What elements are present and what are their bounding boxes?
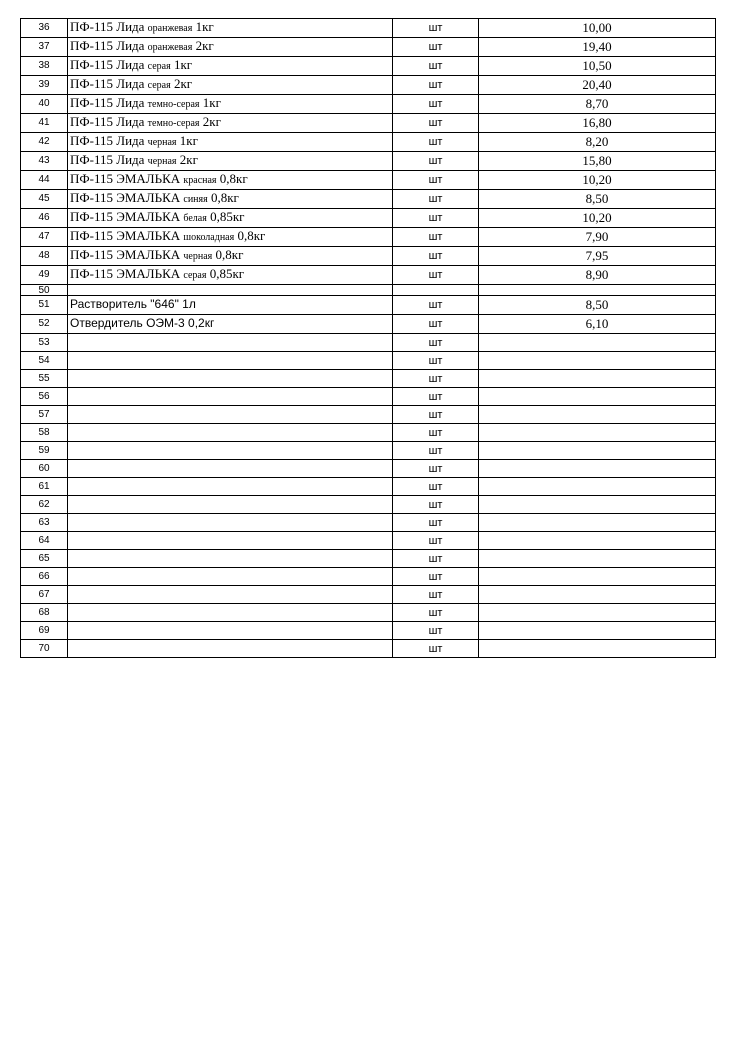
- row-number: 54: [21, 352, 68, 370]
- product-name-cell: [68, 57, 393, 76]
- table-row: [21, 550, 716, 568]
- unit-cell: шт: [393, 38, 479, 57]
- price-cell: 7,90: [479, 228, 716, 247]
- row-number: 41: [21, 114, 68, 133]
- table-row: [21, 334, 716, 352]
- unit-cell: шт: [393, 568, 479, 586]
- table-row: [21, 460, 716, 478]
- product-name: ПФ-115 Лида: [70, 76, 148, 91]
- product-color: красная: [183, 175, 217, 186]
- table-row: [21, 388, 716, 406]
- price-cell: 10,20: [479, 171, 716, 190]
- table-row: [21, 95, 716, 114]
- table-row: [21, 442, 716, 460]
- table-row: [21, 114, 716, 133]
- row-number: 43: [21, 152, 68, 171]
- product-name-cell: [68, 550, 393, 568]
- price-cell: 8,50: [479, 190, 716, 209]
- table-row: [21, 370, 716, 388]
- product-name: ПФ-115 ЭМАЛЬКА: [70, 209, 184, 224]
- price-table: [20, 18, 716, 658]
- product-name-cell: [68, 133, 393, 152]
- row-number: 47: [21, 228, 68, 247]
- product-name-cell: [68, 532, 393, 550]
- unit-cell: шт: [393, 152, 479, 171]
- product-name-cell: [68, 442, 393, 460]
- product-color: оранжевая: [147, 23, 193, 34]
- unit-cell: шт: [393, 95, 479, 114]
- product-name: ПФ-115 Лида: [70, 152, 148, 167]
- table-row: [21, 424, 716, 442]
- unit-cell: шт: [393, 296, 479, 315]
- unit-cell: шт: [393, 190, 479, 209]
- table-row: [21, 247, 716, 266]
- row-number: 42: [21, 133, 68, 152]
- product-weight: 0,8кг: [234, 228, 266, 243]
- row-number: 36: [21, 19, 68, 38]
- unit-cell: шт: [393, 640, 479, 658]
- product-name-cell: [68, 478, 393, 496]
- product-name-cell: [68, 334, 393, 352]
- table-row: [21, 568, 716, 586]
- product-name-cell: [68, 285, 393, 296]
- price-cell: 19,40: [479, 38, 716, 57]
- product-name-cell: [68, 209, 393, 228]
- product-name: ПФ-115 Лида: [70, 38, 148, 53]
- product-color: синяя: [183, 194, 208, 205]
- product-weight: 0,8кг: [212, 247, 244, 262]
- price-cell: [479, 334, 716, 352]
- unit-cell: шт: [393, 478, 479, 496]
- price-cell: [479, 424, 716, 442]
- unit-cell: шт: [393, 114, 479, 133]
- row-number: 49: [21, 266, 68, 285]
- row-number: 65: [21, 550, 68, 568]
- row-number: 63: [21, 514, 68, 532]
- table-row: [21, 315, 716, 334]
- row-number: 55: [21, 370, 68, 388]
- product-color: серая: [147, 61, 171, 72]
- price-cell: 8,70: [479, 95, 716, 114]
- product-name: ПФ-115 Лида: [70, 19, 148, 34]
- table-row: [21, 532, 716, 550]
- table-row: [21, 209, 716, 228]
- product-name-cell: [68, 352, 393, 370]
- unit-cell: шт: [393, 209, 479, 228]
- table-row: [21, 406, 716, 424]
- product-name: ПФ-115 Лида: [70, 133, 148, 148]
- product-name-cell: [68, 19, 393, 38]
- table-row: [21, 604, 716, 622]
- table-row: [21, 285, 716, 296]
- price-cell: [479, 514, 716, 532]
- row-number: 38: [21, 57, 68, 76]
- unit-cell: шт: [393, 460, 479, 478]
- product-color: черная: [183, 251, 213, 262]
- unit-cell: шт: [393, 442, 479, 460]
- row-number: 58: [21, 424, 68, 442]
- product-weight: 1кг: [199, 95, 221, 110]
- price-cell: [479, 586, 716, 604]
- row-number: 52: [21, 315, 68, 334]
- price-cell: [479, 388, 716, 406]
- price-cell: [479, 550, 716, 568]
- product-color: черная: [147, 137, 177, 148]
- price-table-body: [21, 19, 716, 658]
- table-row: [21, 296, 716, 315]
- row-number: 39: [21, 76, 68, 95]
- unit-cell: шт: [393, 352, 479, 370]
- table-row: [21, 38, 716, 57]
- unit-cell: шт: [393, 76, 479, 95]
- row-number: 46: [21, 209, 68, 228]
- table-row: [21, 622, 716, 640]
- row-number: 53: [21, 334, 68, 352]
- row-number: 51: [21, 296, 68, 315]
- row-number: 69: [21, 622, 68, 640]
- price-cell: [479, 285, 716, 296]
- product-name-cell: [68, 388, 393, 406]
- unit-cell: шт: [393, 247, 479, 266]
- product-name-cell: [68, 152, 393, 171]
- table-row: [21, 640, 716, 658]
- product-name-cell: [68, 38, 393, 57]
- price-cell: 15,80: [479, 152, 716, 171]
- row-number: 67: [21, 586, 68, 604]
- table-row: [21, 586, 716, 604]
- product-name: ПФ-115 ЭМАЛЬКА: [70, 228, 184, 243]
- table-row: [21, 171, 716, 190]
- row-number: 64: [21, 532, 68, 550]
- price-cell: [479, 604, 716, 622]
- row-number: 68: [21, 604, 68, 622]
- product-name-cell: [68, 114, 393, 133]
- product-name-cell: [68, 315, 393, 334]
- price-cell: [479, 622, 716, 640]
- product-color: серая: [183, 270, 207, 281]
- product-name: ПФ-115 ЭМАЛЬКА: [70, 266, 184, 281]
- price-cell: 8,90: [479, 266, 716, 285]
- product-name-cell: [68, 228, 393, 247]
- table-row: [21, 76, 716, 95]
- price-cell: 10,20: [479, 209, 716, 228]
- product-color: темно-серая: [147, 99, 200, 110]
- unit-cell: [393, 285, 479, 296]
- unit-cell: шт: [393, 334, 479, 352]
- price-cell: [479, 442, 716, 460]
- product-name: ПФ-115 Лида: [70, 95, 148, 110]
- row-number: 61: [21, 478, 68, 496]
- table-row: [21, 19, 716, 38]
- product-weight: 0,85кг: [206, 209, 245, 224]
- price-cell: [479, 460, 716, 478]
- row-number: 45: [21, 190, 68, 209]
- table-row: [21, 496, 716, 514]
- unit-cell: шт: [393, 266, 479, 285]
- product-name-cell: [68, 406, 393, 424]
- price-cell: [479, 406, 716, 424]
- product-name-cell: [68, 95, 393, 114]
- product-name: ПФ-115 ЭМАЛЬКА: [70, 171, 184, 186]
- unit-cell: шт: [393, 424, 479, 442]
- product-name: Отвердитель ОЭМ-3 0,2кг: [70, 316, 215, 330]
- row-number: 62: [21, 496, 68, 514]
- row-number: 44: [21, 171, 68, 190]
- product-name-cell: [68, 266, 393, 285]
- product-weight: 2кг: [199, 114, 221, 129]
- product-color: белая: [183, 213, 207, 224]
- product-name-cell: [68, 604, 393, 622]
- unit-cell: шт: [393, 514, 479, 532]
- unit-cell: шт: [393, 388, 479, 406]
- unit-cell: шт: [393, 550, 479, 568]
- table-row: [21, 190, 716, 209]
- product-name-cell: [68, 622, 393, 640]
- unit-cell: шт: [393, 496, 479, 514]
- product-weight: 1кг: [176, 133, 198, 148]
- row-number: 57: [21, 406, 68, 424]
- unit-cell: шт: [393, 622, 479, 640]
- product-name-cell: [68, 460, 393, 478]
- product-weight: 1кг: [192, 19, 214, 34]
- product-name-cell: [68, 190, 393, 209]
- product-name-cell: [68, 640, 393, 658]
- product-weight: 2кг: [192, 38, 214, 53]
- price-cell: [479, 640, 716, 658]
- unit-cell: шт: [393, 406, 479, 424]
- unit-cell: шт: [393, 19, 479, 38]
- price-cell: [479, 370, 716, 388]
- product-weight: 0,85кг: [206, 266, 245, 281]
- product-name: ПФ-115 Лида: [70, 114, 148, 129]
- row-number: 70: [21, 640, 68, 658]
- unit-cell: шт: [393, 315, 479, 334]
- price-cell: 7,95: [479, 247, 716, 266]
- unit-cell: шт: [393, 370, 479, 388]
- price-cell: [479, 496, 716, 514]
- table-row: [21, 152, 716, 171]
- product-name: ПФ-115 ЭМАЛЬКА: [70, 247, 184, 262]
- table-row: [21, 133, 716, 152]
- row-number: 60: [21, 460, 68, 478]
- product-name-cell: [68, 171, 393, 190]
- unit-cell: шт: [393, 586, 479, 604]
- row-number: 66: [21, 568, 68, 586]
- unit-cell: шт: [393, 604, 479, 622]
- product-name-cell: [68, 296, 393, 315]
- product-name-cell: [68, 568, 393, 586]
- row-number: 56: [21, 388, 68, 406]
- product-weight: 2кг: [170, 76, 193, 91]
- product-name-cell: [68, 247, 393, 266]
- product-weight: 2кг: [176, 152, 198, 167]
- product-weight: 1кг: [170, 57, 193, 72]
- product-color: черная: [147, 156, 177, 167]
- table-row: [21, 478, 716, 496]
- price-cell: 10,00: [479, 19, 716, 38]
- price-cell: [479, 532, 716, 550]
- unit-cell: шт: [393, 57, 479, 76]
- product-name-cell: [68, 586, 393, 604]
- price-cell: 8,20: [479, 133, 716, 152]
- unit-cell: шт: [393, 133, 479, 152]
- row-number: 48: [21, 247, 68, 266]
- product-name-cell: [68, 496, 393, 514]
- product-color: темно-серая: [147, 118, 200, 129]
- product-name-cell: [68, 514, 393, 532]
- unit-cell: шт: [393, 228, 479, 247]
- table-row: [21, 266, 716, 285]
- row-number: 37: [21, 38, 68, 57]
- price-cell: 20,40: [479, 76, 716, 95]
- product-name-cell: [68, 76, 393, 95]
- product-name: ПФ-115 ЭМАЛЬКА: [70, 190, 184, 205]
- product-name-cell: [68, 424, 393, 442]
- table-row: [21, 352, 716, 370]
- row-number: 40: [21, 95, 68, 114]
- table-row: [21, 228, 716, 247]
- price-cell: 6,10: [479, 315, 716, 334]
- unit-cell: шт: [393, 532, 479, 550]
- table-row: [21, 514, 716, 532]
- unit-cell: шт: [393, 171, 479, 190]
- product-name: ПФ-115 Лида: [70, 57, 148, 72]
- product-color: серая: [147, 80, 171, 91]
- price-cell: 16,80: [479, 114, 716, 133]
- product-color: шоколадная: [183, 232, 235, 243]
- price-cell: 8,50: [479, 296, 716, 315]
- price-list-sheet: [20, 18, 716, 658]
- product-name-cell: [68, 370, 393, 388]
- price-cell: [479, 352, 716, 370]
- product-color: оранжевая: [147, 42, 193, 53]
- row-number: 50: [21, 285, 68, 296]
- product-name: Растворитель "646" 1л: [70, 297, 196, 311]
- row-number: 59: [21, 442, 68, 460]
- price-cell: [479, 478, 716, 496]
- product-weight: 0,8кг: [207, 190, 239, 205]
- product-weight: 0,8кг: [216, 171, 248, 186]
- price-cell: [479, 568, 716, 586]
- price-cell: 10,50: [479, 57, 716, 76]
- table-row: [21, 57, 716, 76]
